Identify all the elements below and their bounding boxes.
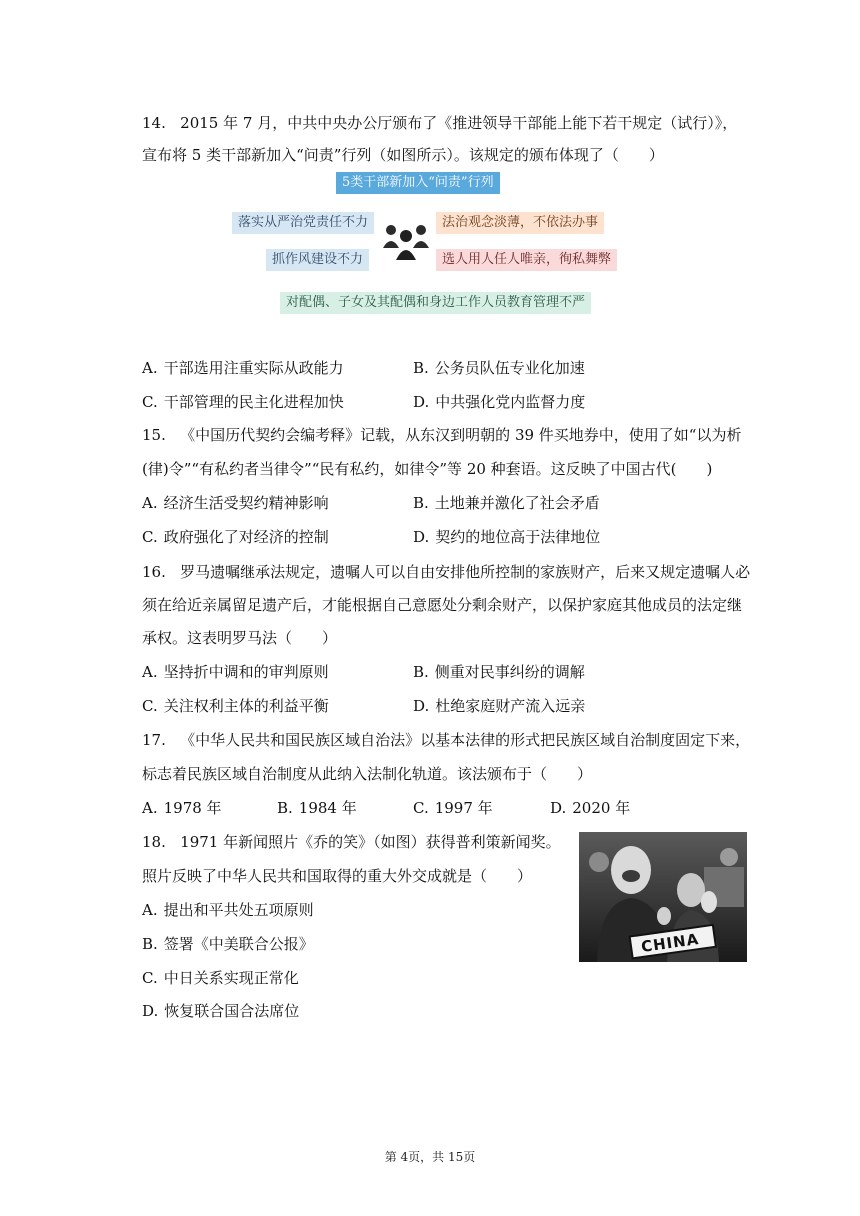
figure-item-left-top: 落实从严治党责任不力 — [232, 212, 374, 234]
figure-item-bottom: 对配偶、子女及其配偶和身边工作人员教育管理不严 — [280, 292, 591, 314]
q16-text-3: 承权。这表明罗马法（ ） — [142, 629, 338, 647]
q18-text-1: 1971 年新闻照片《乔的笑》（如图）获得普利策新闻奖。 — [180, 833, 561, 851]
q18-option-a: A. 提出和平共处五项原则 — [142, 901, 314, 919]
q18-photo — [579, 832, 747, 962]
q14-text-2: 宣布将 5 类干部新加入“问责”行列（如图所示）。该规定的颁布体现了（ ） — [142, 146, 664, 164]
q17-text-1: 《中华人民共和国民族区域自治法》以基本法律的形式把民族区域自治制度固定下来， — [180, 731, 751, 749]
page-footer: 第 4页，共 15页 — [384, 1150, 476, 1164]
q17-option-c: C. 1997 年 — [413, 799, 493, 817]
q17-option-d: D. 2020 年 — [550, 799, 631, 817]
q15-option-a: A. 经济生活受契约精神影响 — [142, 494, 329, 512]
q17-number: 17. — [142, 731, 166, 749]
q17-option-a: A. 1978 年 — [142, 799, 222, 817]
q14-option-d: D. 中共强化党内监督力度 — [413, 393, 586, 411]
q16-option-b: B. 侧重对民事纠纷的调解 — [413, 663, 585, 681]
q15-option-b: B. 土地兼并激化了社会矛盾 — [413, 494, 600, 512]
figure-item-right-bottom: 选人用人任人唯亲，徇私舞弊 — [436, 249, 617, 271]
figure-title: 5类干部新加入“问责”行列 — [336, 172, 500, 194]
q18-option-b: B. 签署《中美联合公报》 — [142, 935, 314, 953]
q14-number: 14. — [142, 114, 166, 132]
q16-text-2: 须在给近亲属留足遗产后，才能根据自己意愿处分剩余财产，以保护家庭其他成员的法定继 — [142, 596, 743, 614]
q15-option-d: D. 契约的地位高于法律地位 — [413, 528, 601, 546]
q18-line-1 — [142, 832, 561, 852]
q17-line-1 — [142, 730, 750, 750]
china-nameplate: CHINA — [640, 930, 701, 956]
q17-option-b: B. 1984 年 — [277, 799, 357, 817]
q18-text-2: 照片反映了中华人民共和国取得的重大外交成就是（ ） — [142, 867, 533, 885]
q16-number: 16. — [142, 563, 166, 581]
q14-option-a: A. 干部选用注重实际从政能力 — [142, 359, 344, 377]
q18-option-c: C. 中日关系实现正常化 — [142, 969, 299, 987]
q16-option-d: D. 杜绝家庭财产流入远亲 — [413, 697, 586, 715]
q14-text-1: 2015 年 7 月，中共中央办公厅颁布了《推进领导干部能上能下若干规定（试行）》， — [180, 114, 738, 132]
q15-text-2: (律)令”“有私约者当律令”“民有私约，如律令”等 20 种套语。这反映了中国古代( ) — [142, 460, 713, 478]
q18-number: 18. — [142, 833, 166, 851]
q16-option-a: A. 坚持折中调和的审判原则 — [142, 663, 329, 681]
q16-line-1 — [142, 562, 750, 582]
figure-item-left-bottom: 抓作风建设不力 — [266, 249, 369, 271]
q15-number: 15. — [142, 426, 166, 444]
q17-text-2: 标志着民族区域自治制度从此纳入法制化轨道。该法颁布于（ ） — [142, 765, 593, 783]
q16-option-c: C. 关注权利主体的利益平衡 — [142, 697, 329, 715]
people-group-icon — [382, 222, 430, 262]
q15-option-c: C. 政府强化了对经济的控制 — [142, 528, 329, 546]
q18-option-d: D. 恢复联合国合法席位 — [142, 1002, 300, 1020]
q15-text-1: 《中国历代契约会编考释》记载，从东汉到明朝的 39 件买地券中，使用了如“以为析 — [180, 426, 742, 444]
q14-option-c: C. 干部管理的民主化进程加快 — [142, 393, 344, 411]
q15-line-1 — [142, 425, 741, 445]
q14-line-1 — [142, 113, 737, 133]
q14-figure — [232, 172, 612, 316]
q16-text-1: 罗马遗嘱继承法规定，遗嘱人可以自由安排他所控制的家族财产，后来又规定遗嘱人必 — [180, 563, 751, 581]
q14-option-b: B. 公务员队伍专业化加速 — [413, 359, 585, 377]
figure-item-right-top: 法治观念淡薄，不依法办事 — [436, 212, 604, 234]
